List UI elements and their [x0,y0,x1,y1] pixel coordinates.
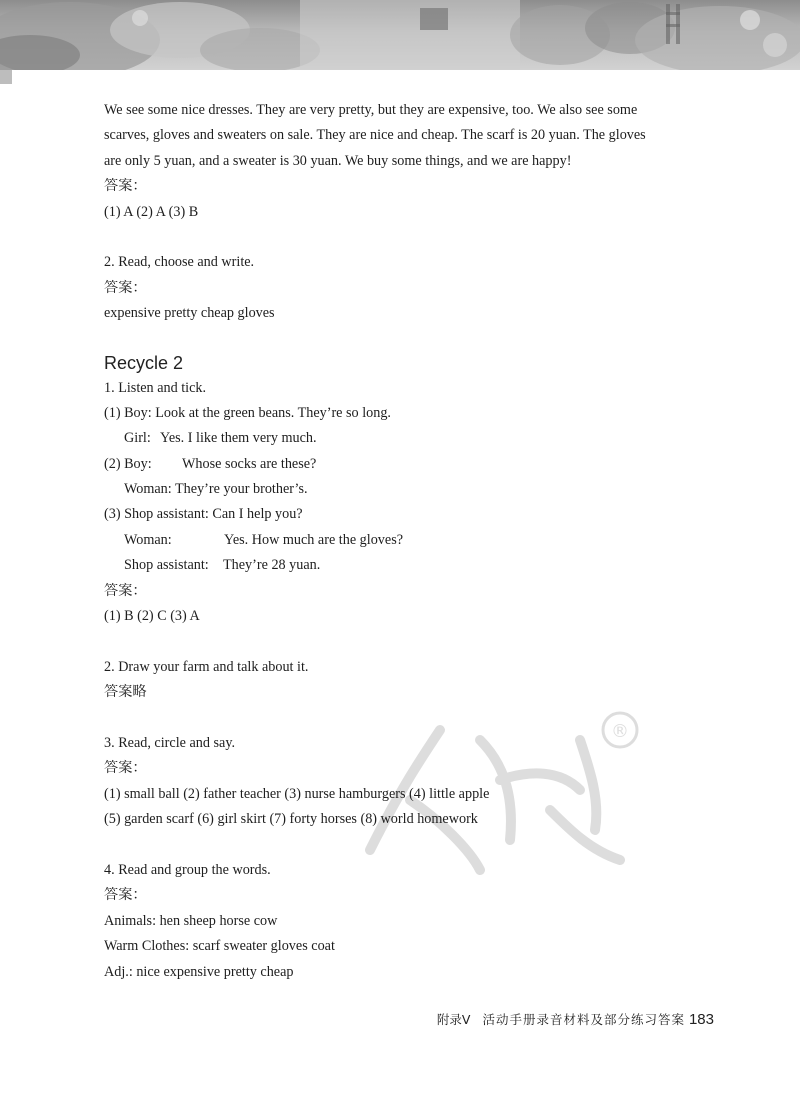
speaker-text: Look at the green beans. They’re so long. [155,404,391,421]
answer-label: 答案： [104,887,147,904]
footer-title: 活动手册录音材料及部分练习答案 [482,1012,685,1027]
footer-section: 附录Ⅴ [436,1012,471,1027]
answer-text: (1) small ball (2) father teacher (3) nurse hamburgers (4) little apple [104,785,490,802]
header-banner [0,0,800,70]
exercise-title: 1. Listen and tick. [104,379,207,396]
answer-text: (1) A (2) A (3) B [104,203,199,220]
dialogue-line [104,401,724,426]
passage-line: We see some nice dresses. They are very pretty, but they are expensive, too. We also see some [104,102,638,118]
dialogue-line [104,426,724,451]
page-footer [437,1010,714,1029]
speaker-label: (2) Boy: [104,455,152,472]
page-content [104,98,724,985]
speaker-text: Yes. How much are the gloves? [224,531,404,548]
speaker-text: They’re your brother’s. [175,481,308,498]
banner-edge [0,70,12,84]
speaker-label: (1) Boy: [104,404,152,421]
exercise-title: 2. Read, choose and write. [104,254,255,271]
answer-text: 答案略 [104,684,147,701]
exercise-read-choose-write [104,250,724,326]
exercise-listen-tick [104,376,724,630]
speaker-label: (3) Shop assistant: [104,506,209,523]
passage-line: scarves, gloves and sweaters on sale. They are nice and cheap. The scarf is 20 yuan. The gloves [104,127,646,144]
speaker-text: Yes. I like them very much. [160,430,317,447]
speaker-text: Whose socks are these? [182,455,317,472]
dialogue-line [104,502,724,527]
answer-animals: Animals: hen sheep horse cow [104,912,278,929]
dialogue-line [104,528,724,553]
dialogue-line [104,477,724,502]
exercise-draw-farm [104,655,724,706]
speaker-label: Woman: [124,481,172,498]
speaker-text: They’re 28 yuan. [223,557,321,574]
answer-text: expensive pretty cheap gloves [104,305,275,322]
dialogue-line [104,553,724,578]
answer-label: 答案： [104,279,147,296]
dialogue-line [104,452,724,477]
section-heading: Recycle 2 [104,352,184,373]
answer-warm-clothes: Warm Clothes: scarf sweater gloves coat [104,938,335,955]
answer-label: 答案： [104,760,147,777]
answer-label: 答案： [104,582,147,599]
speaker-text: Can I help you? [212,506,303,523]
exercise-title: 2. Draw your farm and talk about it. [104,658,309,675]
page-number: 183 [688,1011,714,1028]
answer-text: (1) B (2) C (3) A [104,608,200,625]
passage-line: are only 5 yuan, and a sweater is 30 yuan. We buy some things, and we are happy! [104,152,572,169]
answer-text: (5) garden scarf (6) girl skirt (7) forty horses (8) world homework [104,811,478,828]
exercise-read-circle-say [104,731,724,833]
exercise-title: 4. Read and group the words. [104,861,271,878]
answer-label: 答案： [104,178,147,195]
exercise-group-words [104,858,724,985]
exercise-title: 3. Read, circle and say. [104,734,236,751]
speaker-label: Shop assistant: [124,557,209,574]
answer-adjectives: Adj.: nice expensive pretty cheap [104,963,294,980]
speaker-label: Woman: [124,531,172,548]
banner-illustration [0,0,800,70]
passage [104,98,724,225]
speaker-label: Girl: [124,430,151,447]
registered-mark: ® [611,721,629,742]
